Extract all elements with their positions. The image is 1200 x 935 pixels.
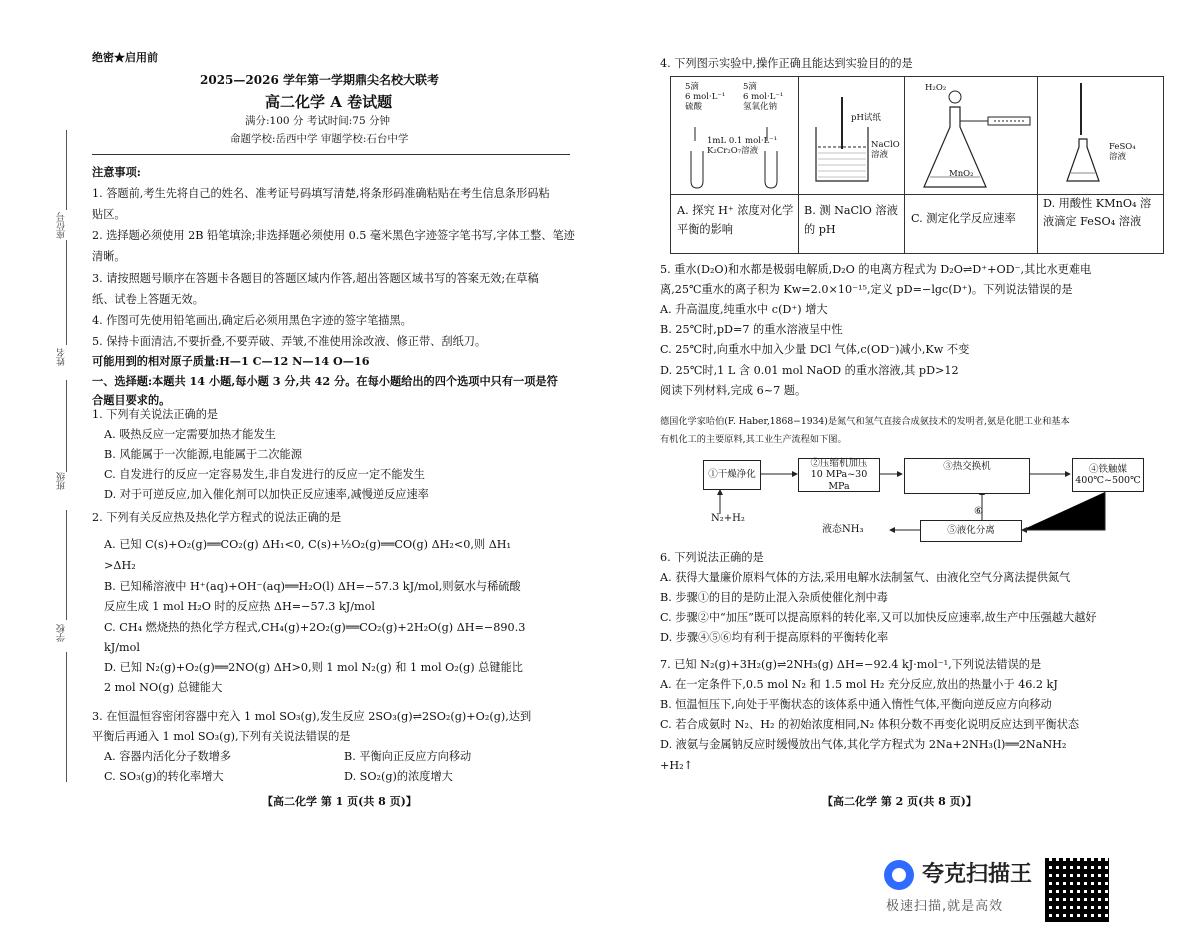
q2-line: >ΔH₂ <box>104 559 136 573</box>
q2-line: kJ/mol <box>104 640 140 654</box>
figure-d-titration <box>1037 77 1163 194</box>
flow-step-3: ③热交换机 <box>904 458 1030 494</box>
note-line: 纸、试卷上答题无效。 <box>92 292 204 306</box>
q7-line: 7. 已知 N₂(g)+3H₂(g)⇌2NH₃(g) ΔH=−92.4 kJ·mol⁻¹,下列说法错误的是 <box>660 658 1042 671</box>
question-2 <box>92 510 582 695</box>
schools: 命题学校:岳西中学 审题学校:石台中学 <box>230 133 409 145</box>
margin-line <box>66 130 67 210</box>
q2-line: B. 已知稀溶液中 H⁺(aq)+OH⁻(aq)══H₂O(l) ΔH=−57.3 kJ/mol,则氨水与稀硫酸 <box>104 580 521 594</box>
margin-line <box>66 510 67 620</box>
figure-a-labels-right <box>743 83 783 112</box>
flow-step-2 <box>798 458 880 492</box>
q3-option: C. SO₃(g)的转化率增大 <box>104 770 224 784</box>
page-footer: 【高二化学 第 2 页(共 8 页)】 <box>822 795 977 808</box>
note-line: 2. 选择题必须使用 2B 铅笔填涂;非选择题必须使用 0.5 毫米黑色字迹签字笔书写,字体工整、笔迹 <box>92 229 575 243</box>
q7-line: C. 若合成氨时 N₂、H₂ 的初始浓度相同,N₂ 体积分数不再变化说明反应达到平衡状态 <box>660 718 1080 732</box>
margin-seat: 座位号 <box>57 212 67 239</box>
figure-b-label: pH试纸 <box>851 113 881 123</box>
label: 氢氧化钠 <box>743 101 778 112</box>
figure-b-labels <box>871 141 900 161</box>
header-rule <box>92 154 570 155</box>
label: 硫酸 <box>685 101 703 112</box>
q3-stem: 3. 在恒温恒容密闭容器中充入 1 mol SO₃(g),发生反应 2SO₃(g)⇌2SO₂(g)+O₂(g),达到 <box>92 710 532 723</box>
label: 溶液 <box>871 149 889 160</box>
brand-slogan: 极速扫描,就是高效 <box>886 899 1004 914</box>
margin-line <box>66 240 67 345</box>
flow-step-6: ⑥ <box>974 506 983 517</box>
material-intro: 阅读下列材料,完成 6~7 题。 <box>660 383 807 397</box>
q4-option-d: D. 用酸性 KMnO₄ 溶液滴定 FeSO₄ 溶液 <box>1043 197 1152 228</box>
note-line: 5. 保持卡面清洁,不要折叠,不要弄破、弄皱,不准使用涂改液、修正带、刮纸刀。 <box>92 334 487 348</box>
note-line: 4. 作图可先使用铅笔画出,确定后必须用黑色字迹的签字笔描黑。 <box>92 313 412 327</box>
scanner-logo-icon <box>884 860 914 890</box>
flow-step-2-title: ②压缩机加压 <box>810 457 868 469</box>
figure-a-labels-bottom <box>707 137 777 157</box>
q2-line: C. CH₄ 燃烧热的热化学方程式,CH₄(g)+2O₂(g)══CO₂(g)+2H₂O(g) ΔH=−890.3 <box>104 620 526 634</box>
q1-stem: 1. 下列有关说法正确的是 <box>92 408 219 421</box>
figure-b-beaker <box>798 77 904 194</box>
q7-line: D. 液氨与金属钠反应时缓慢放出气体,其化学方程式为 2Na+2NH₃(l)══2NaNH₂ <box>660 738 1067 752</box>
margin-line <box>66 380 67 472</box>
q6-line: D. 步骤④⑤⑥均有利于提高原料的平衡转化率 <box>660 631 889 645</box>
atomic-mass: 可能用到的相对原子质量:H—1 C—12 N—14 O—16 <box>92 353 370 368</box>
note-line: 贴区。 <box>92 208 126 222</box>
qr-code-icon <box>1045 858 1109 922</box>
q3-option-row <box>92 769 582 784</box>
section-heading: 一、选择题:本题共 14 小题,每小题 3 分,共 42 分。在每小题给出的四个选项中只有一项是符 <box>92 374 558 389</box>
label: 1mL 0.1 mol·L⁻¹ <box>707 136 778 146</box>
question-7 <box>660 657 1190 773</box>
question-3 <box>92 709 582 784</box>
margin-line <box>66 652 67 782</box>
q7-line: B. 恒温恒压下,向处于平衡状态的该体系中通入惰性气体,平衡向逆反应方向移动 <box>660 698 1052 712</box>
flow-step-4-title: ④铁触媒 <box>1088 463 1127 475</box>
figure-c-label: MnO₂ <box>949 169 974 179</box>
margin-school: 学校 <box>57 624 67 642</box>
margin-class: 班级 <box>57 472 67 490</box>
q3-option-row <box>92 749 582 764</box>
question-5 <box>660 262 1190 398</box>
flow-output: 液态NH₃ <box>822 524 864 535</box>
label: 5滴 <box>685 82 699 92</box>
q3-option: D. SO₂(g)的浓度增大 <box>344 770 453 784</box>
q2-line: D. 已知 N₂(g)+O₂(g)══2NO(g) ΔH>0,则 1 mol N₂(g) 和 1 mol O₂(g) 总键能比 <box>104 660 523 674</box>
label: 溶液 <box>1109 151 1127 162</box>
q5-line: D. 25℃时,1 L 含 0.01 mol NaOD 的重水溶液,其 pD>12 <box>660 363 959 377</box>
question-6 <box>660 550 1190 646</box>
note-line: 1. 答题前,考生先将自己的姓名、准考证号码填写清楚,将条形码准确粘贴在考生信息条形码粘 <box>92 187 550 201</box>
section-heading-cont: 合题目要求的。 <box>92 393 171 408</box>
secret-label: 绝密★启用前 <box>92 51 158 64</box>
right-page <box>600 0 1200 935</box>
q5-line: 离,25℃重水的离子积为 Kw=2.0×10⁻¹⁵,定义 pD=−lgc(D⁺)。下列说法错误的是 <box>660 283 1073 297</box>
flow-step-5: ⑤液化分离 <box>920 520 1022 542</box>
q3-option: B. 平衡向正反应方向移动 <box>344 750 472 764</box>
figure-c-label: H₂O₂ <box>925 83 947 93</box>
flow-step-2-pressure: 10 MPa~30 MPa <box>810 469 868 492</box>
label: 5滴 <box>743 82 757 92</box>
label: 6 mol·L⁻¹ <box>685 91 726 102</box>
q7-line: A. 在一定条件下,0.5 mol N₂ 和 1.5 mol H₂ 充分反应,放出的热量小于 46.2 kJ <box>660 678 1058 692</box>
label: K₂Cr₂O₇溶液 <box>707 145 759 156</box>
q6-line: B. 步骤①的目的是防止混入杂质使催化剂中毒 <box>660 591 888 605</box>
material-text: 德国化学家哈伯(F. Haber,1868−1934)是氮气和氢气直接合成氨技术的发明者,氨是化肥工业和基本 <box>660 416 1070 427</box>
q3-stem-cont: 平衡后再通入 1 mol SO₃(g),下列有关说法错误的是 <box>92 730 351 744</box>
label: 6 mol·L⁻¹ <box>743 91 784 102</box>
label: NaClO <box>871 140 900 150</box>
note-line: 清晰。 <box>92 250 126 264</box>
flow-step-4 <box>1072 458 1144 492</box>
brand-name: 夸克扫描王 <box>922 862 1033 887</box>
q4-option-c: C. 测定化学反应速率 <box>911 212 1016 225</box>
margin-name: 姓名 <box>57 348 67 366</box>
q1-option: B. 风能属于一次能源,电能属于二次能源 <box>104 448 302 462</box>
q1-option: C. 自发进行的反应一定容易发生,非自发进行的反应一定不能发生 <box>104 468 425 482</box>
flow-step-4-temp: 400℃~500℃ <box>1075 475 1141 486</box>
flow-input: N₂+H₂ <box>711 513 745 524</box>
note-line: 3. 请按照题号顺序在答题卡各题目的答题区域内作答,超出答题区域书写的答案无效;在草稿 <box>92 271 539 285</box>
q3-option: A. 容器内活化分子数增多 <box>104 750 232 764</box>
q5-line: C. 25℃时,向重水中加入少量 DCl 气体,c(OD⁻)减小,Kw 不变 <box>660 343 970 357</box>
question-1 <box>92 407 582 503</box>
q2-line: 反应生成 1 mol H₂O 时的反应热 ΔH=−57.3 kJ/mol <box>104 600 375 614</box>
q6-line: 6. 下列说法正确的是 <box>660 551 764 564</box>
flow-step-1: ①干燥净化 <box>703 460 761 490</box>
exam-title: 2025—2026 学年第一学期鼎尖名校大联考 <box>200 73 439 87</box>
q1-option: A. 吸热反应一定需要加热才能发生 <box>104 428 276 442</box>
q4-option-b: B. 测 NaClO 溶液的 pH <box>804 204 898 237</box>
q1-option: D. 对于可逆反应,加入催化剂可以加快正反应速率,减慢逆反应速率 <box>104 488 429 502</box>
figure-a-labels-left <box>685 83 725 112</box>
q5-line: B. 25℃时,pD=7 的重水溶液呈中性 <box>660 323 843 337</box>
page-footer: 【高二化学 第 1 页(共 8 页)】 <box>262 795 417 808</box>
q2-line: 2 mol NO(g) 总键能大 <box>104 680 223 694</box>
q4-figure-table <box>670 76 1164 254</box>
q4-option-a: A. 探究 H⁺ 浓度对化学平衡的影响 <box>677 204 794 237</box>
q5-line: 5. 重水(D₂O)和水都是极弱电解质,D₂O 的电离方程式为 D₂O⇌D⁺+OD⁻,其比水更难电 <box>660 263 1092 276</box>
figure-d-labels <box>1109 143 1136 163</box>
notes-block <box>92 165 582 408</box>
q6-line: C. 步骤②中“加压”既可以提高原料的转化率,又可以加快反应速率,故生产中压强越大越好 <box>660 611 1097 625</box>
q2-stem: 2. 下列有关反应热及热化学方程式的说法正确的是 <box>92 511 342 524</box>
label: FeSO₄ <box>1109 142 1136 152</box>
q5-line: A. 升高温度,纯重水中 c(D⁺) 增大 <box>660 303 828 317</box>
q2-line: A. 已知 C(s)+O₂(g)══CO₂(g) ΔH₁<0, C(s)+½O₂(g)══CO(g) ΔH₂<0,则 ΔH₁ <box>104 538 512 552</box>
q6-line: A. 获得大量廉价原料气体的方法,采用电解水法制氢气、由液化空气分离法提供氮气 <box>660 571 1071 585</box>
paper-title: 高二化学 A 卷试题 <box>265 93 393 111</box>
material-text: 有机化工的主要原料,其工业生产流程如下图。 <box>660 434 847 445</box>
score-time: 满分:100 分 考试时间:75 分钟 <box>245 115 390 127</box>
q7-line: +H₂↑ <box>660 758 693 772</box>
q4-stem: 4. 下列图示实验中,操作正确且能达到实验目的的是 <box>660 57 913 70</box>
notes-title: 注意事项: <box>92 165 141 179</box>
